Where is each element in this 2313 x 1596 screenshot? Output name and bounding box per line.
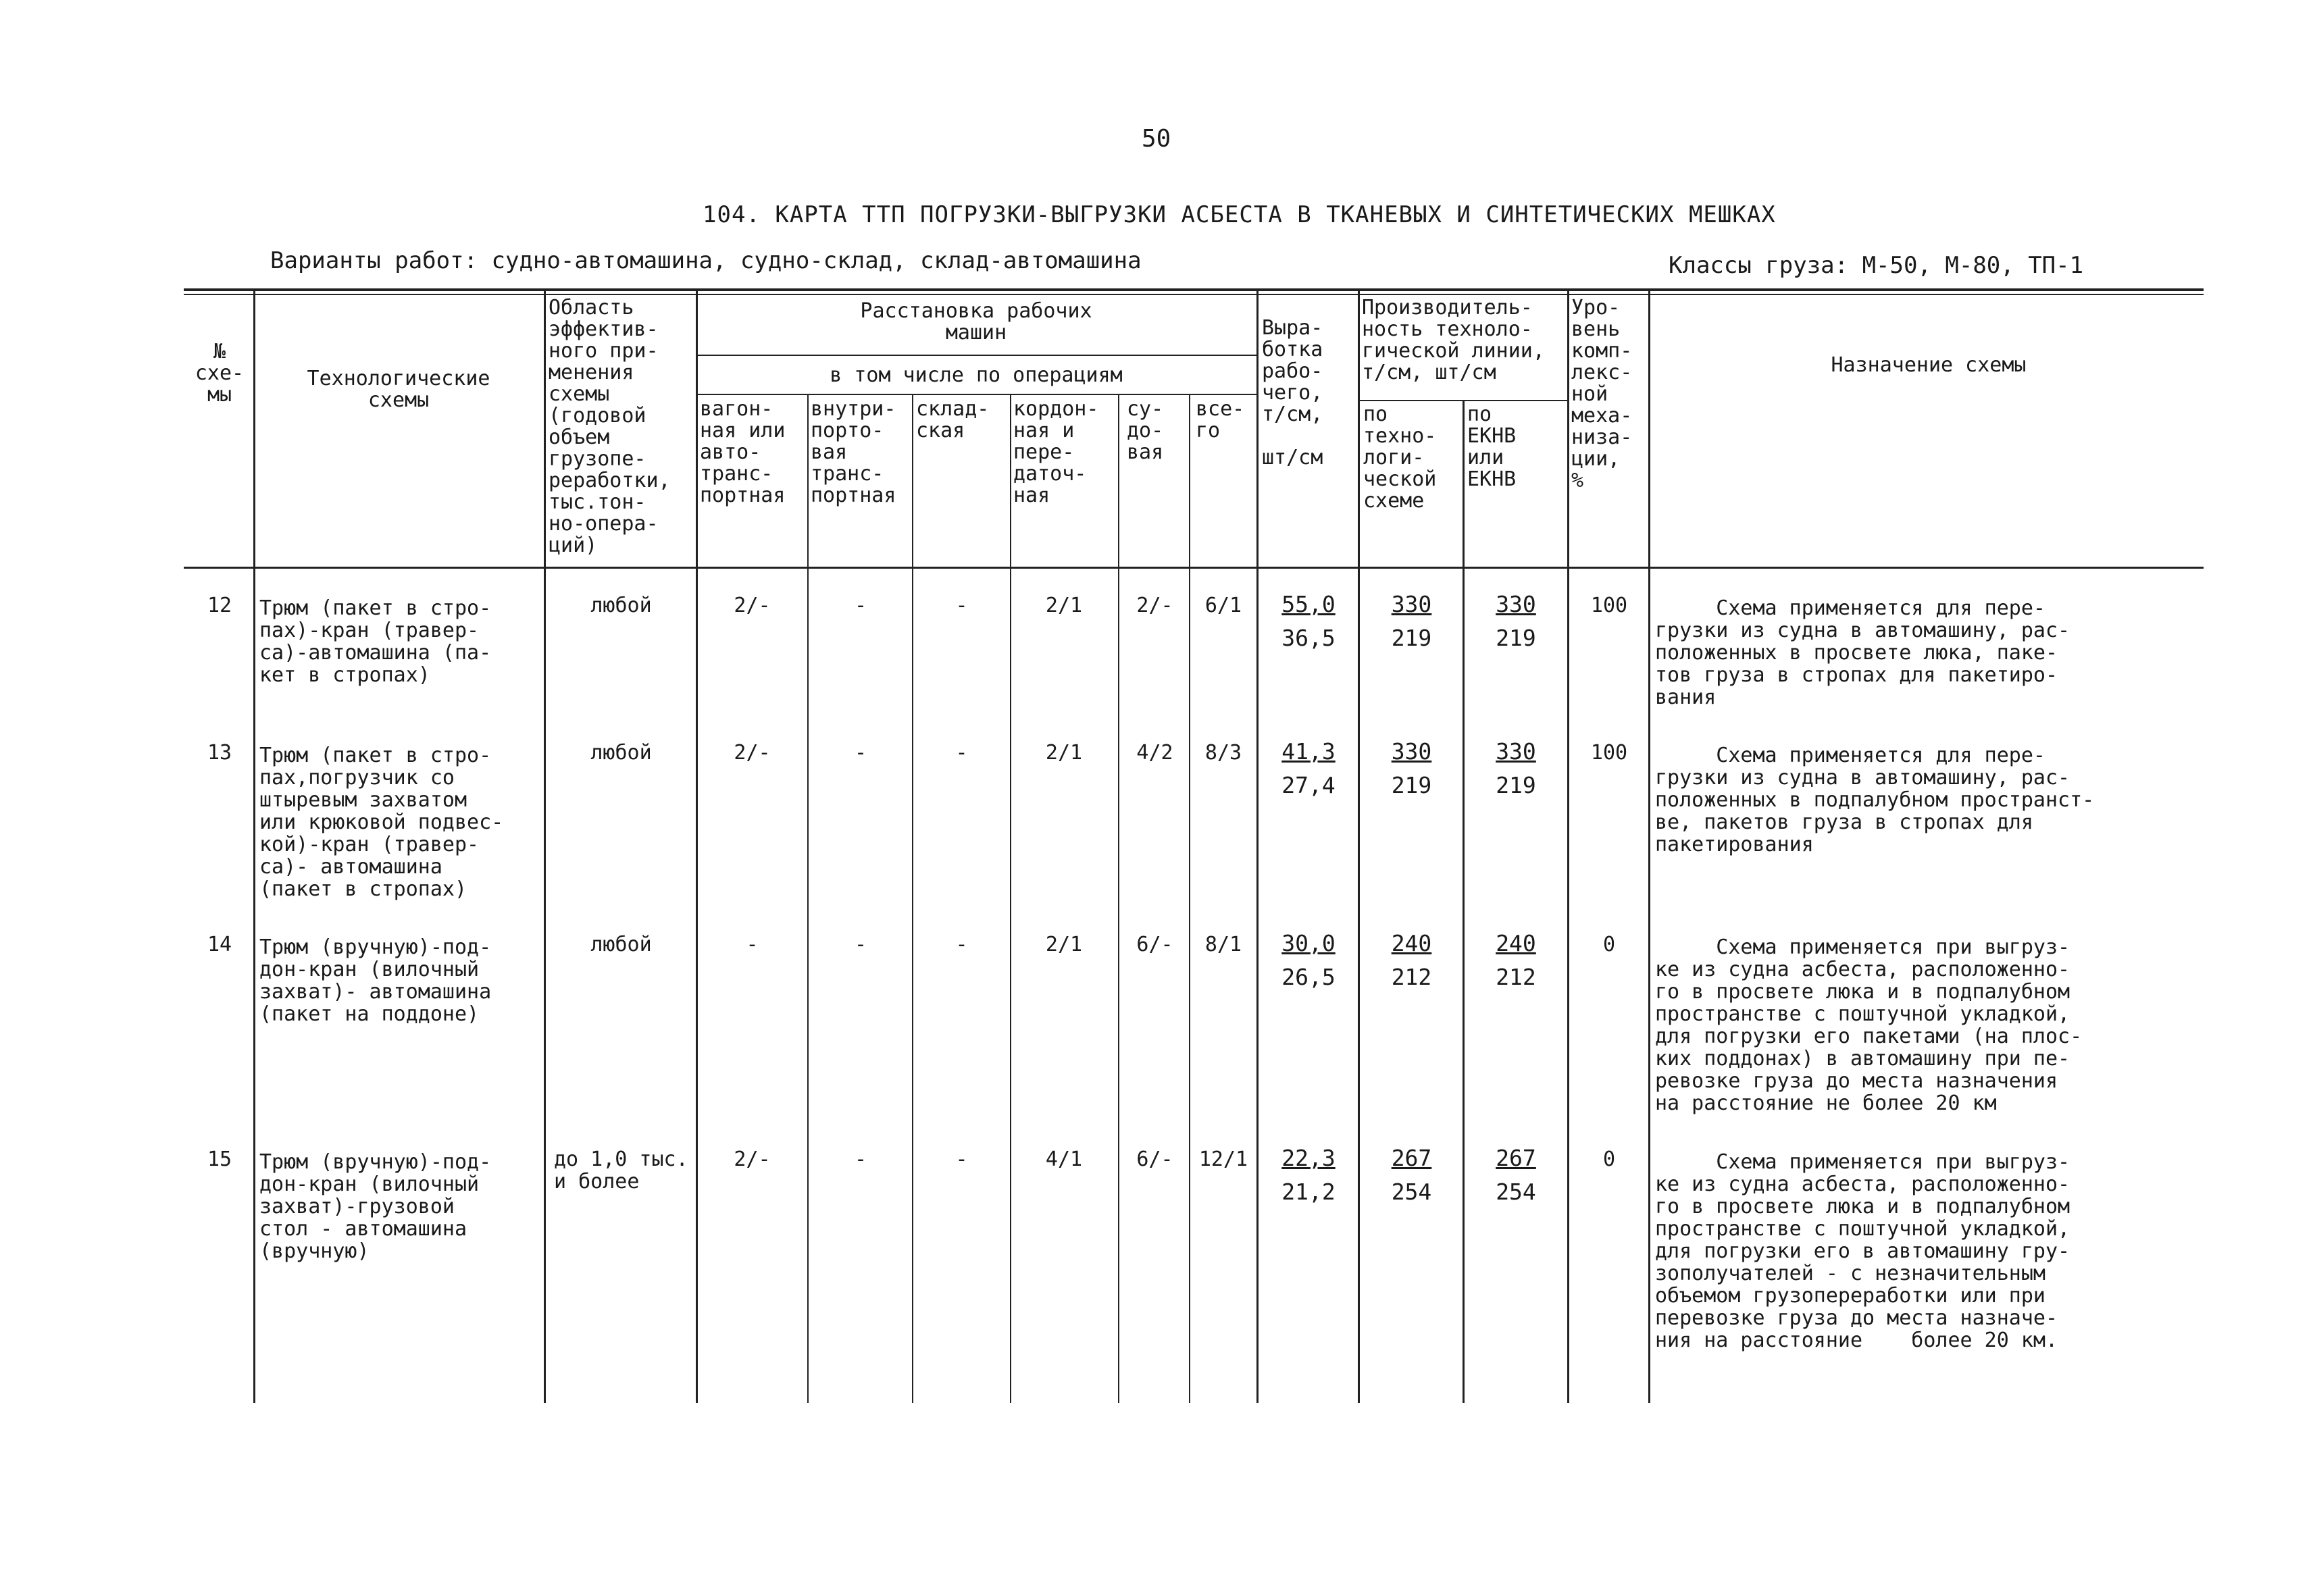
output-pcs-per-shift: 36,5: [1281, 625, 1336, 651]
row-purpose: Схема применяется при выгруз- ке из судна асбеста, расположенно- го в просвете люка и в подпалубном пространстве с поштучной укладкой, для погрузки его пакетами (на плос- ких поддонах) в автомашину при пе- ревозке груза до места назначения на расстояние не более 20 км: [1655, 935, 2083, 1115]
row-op-wagon: -: [746, 933, 759, 956]
prod-scheme-pcs: 219: [1391, 625, 1432, 651]
row-mechanization: 0: [1602, 933, 1616, 956]
row-mechanization: 100: [1590, 741, 1628, 765]
prod-scheme-t: 267: [1391, 1145, 1432, 1171]
row-op-wagon: 2/-: [734, 741, 771, 765]
header-application-area: Область эффектив- ного при- менения схемы (годовой объем грузопе- реработки, тыс.тон- но-опера- ций): [549, 296, 671, 557]
header-worker-output: Выра- ботка рабо- чего, т/см, шт/см: [1262, 316, 1323, 469]
row-prod-by-ekhv: [1466, 1141, 1566, 1209]
row-tech-scheme: Трюм (пакет в стро- пах)-кран (травер- са)-автомашина (па- кет в стропах): [259, 596, 492, 687]
prod-ekhv-t: 267: [1496, 1145, 1536, 1171]
row-op-intraport: -: [854, 741, 867, 765]
row-op-total: 6/1: [1204, 594, 1242, 617]
row-prod-by-scheme: [1362, 1141, 1461, 1209]
row-op-intraport: -: [854, 594, 867, 617]
prod-scheme-pcs: 254: [1391, 1179, 1432, 1205]
header-prod-by-scheme: по техно- логи- ческой схеме: [1363, 403, 1437, 513]
row-area: любой: [590, 741, 652, 765]
row-op-ship: 2/-: [1136, 594, 1173, 617]
prod-ekhv-pcs: 254: [1496, 1179, 1536, 1205]
row-op-ship: 4/2: [1136, 741, 1173, 765]
row-area: любой: [590, 594, 652, 617]
output-pcs-per-shift: 26,5: [1281, 964, 1336, 990]
header-by-operations: в том числе по операциям: [830, 363, 1123, 387]
row-tech-scheme: Трюм (пакет в стро- пах,погрузчик со штыревым захватом или крюковой подвес- кой)-кран (травер- са)- автомашина (пакет в стропах): [259, 744, 504, 901]
row-tech-scheme: Трюм (вручную)-под- дон-кран (вилочный захват)- автомашина (пакет на поддоне): [259, 935, 492, 1026]
row-mechanization: 0: [1602, 1148, 1616, 1171]
row-prod-by-scheme: [1362, 735, 1461, 802]
row-worker-output: [1261, 735, 1356, 802]
row-op-intraport: -: [854, 1148, 867, 1171]
row-purpose: Схема применяется при выгруз- ке из судна асбеста, расположенно- го в просвете люка и в подпалубном пространстве с поштучной укладкой, для погрузки его в автомашину гру- зополучателей - с незначительным объемом грузопереработки или при перевозке груза до места назначе- ния на расстояние более 20 км.: [1655, 1150, 2070, 1352]
prod-ekhv-pcs: 219: [1496, 625, 1536, 651]
row-op-ship: 6/-: [1136, 933, 1173, 956]
header-op-warehouse: склад- ская: [916, 397, 990, 442]
row-op-total: 8/1: [1204, 933, 1242, 956]
prod-ekhv-t: 240: [1496, 930, 1536, 956]
row-area: до 1,0 тыс. и более: [554, 1148, 688, 1193]
header-machine-placement: Расстановка рабочих машин: [860, 299, 1092, 344]
header-mechanization-level: Уро- вень комп- лекс- ной меха- низа- ции, %: [1571, 296, 1633, 492]
row-worker-output: [1261, 927, 1356, 994]
header-scheme-number: № схе- мы: [195, 340, 245, 407]
header-line-productivity: Производитель- ность техноло- гической линии, т/см, шт/см: [1362, 296, 1545, 384]
header-op-wagon: вагон- ная или авто- транс- портная: [700, 397, 786, 507]
output-pcs-per-shift: 21,2: [1281, 1179, 1336, 1205]
prod-ekhv-t: 330: [1496, 738, 1536, 765]
row-op-warehouse: -: [955, 741, 968, 765]
prod-ekhv-t: 330: [1496, 591, 1536, 617]
row-op-wagon: 2/-: [734, 1148, 771, 1171]
row-op-intraport: -: [854, 933, 867, 956]
row-worker-output: [1261, 1141, 1356, 1209]
row-number: 13: [207, 741, 232, 765]
prod-scheme-t: 240: [1391, 930, 1432, 956]
header-op-kordon: кордон- ная и пере- даточ- ная: [1013, 397, 1099, 507]
row-op-kordon: 2/1: [1045, 741, 1083, 765]
header-op-intraport: внутри- порто- вая транс- портная: [811, 397, 896, 507]
work-variants: Варианты работ: судно-автомашина, судно-склад, склад-автомашина: [270, 247, 1142, 274]
header-op-ship: су- до- вая: [1127, 397, 1164, 464]
row-worker-output: [1261, 588, 1356, 655]
row-op-warehouse: -: [955, 1148, 968, 1171]
row-prod-by-scheme: [1362, 927, 1461, 994]
output-t-per-shift: 30,0: [1281, 930, 1336, 956]
row-op-warehouse: -: [955, 933, 968, 956]
row-mechanization: 100: [1590, 594, 1628, 617]
row-purpose: Схема применяется для пере- грузки из судна в автомашину, рас- положенных в подпалубном пространст- ве, пакетов груза в стропах для пакетирования: [1655, 744, 2095, 856]
row-op-wagon: 2/-: [734, 594, 771, 617]
prod-ekhv-pcs: 219: [1496, 772, 1536, 798]
row-op-total: 8/3: [1204, 741, 1242, 765]
cargo-classes: Классы груза: М-50, М-80, ТП-1: [1669, 252, 2084, 279]
prod-scheme-t: 330: [1391, 591, 1432, 617]
row-purpose: Схема применяется для пере- грузки из судна в автомашину, рас- положенных в просвете люка, паке- тов груза в стропах для пакетиро- вания: [1655, 596, 2070, 709]
prod-scheme-pcs: 219: [1391, 772, 1432, 798]
page-title: 104. КАРТА ТТП ПОГРУЗКИ-ВЫГРУЗКИ АСБЕСТА В ТКАНЕВЫХ И СИНТЕТИЧЕСКИХ МЕШКАХ: [703, 201, 1776, 228]
row-number: 12: [207, 594, 232, 617]
row-op-warehouse: -: [955, 594, 968, 617]
row-tech-scheme: Трюм (вручную)-под- дон-кран (вилочный захват)-грузовой стол - автомашина (вручную): [259, 1150, 492, 1263]
header-prod-by-ekhv: по ЕКНВ или ЕКНВ: [1467, 403, 1517, 491]
row-prod-by-ekhv: [1466, 735, 1566, 802]
row-number: 15: [207, 1148, 232, 1171]
output-t-per-shift: 22,3: [1281, 1145, 1336, 1171]
row-prod-by-ekhv: [1466, 588, 1566, 655]
row-prod-by-scheme: [1362, 588, 1461, 655]
row-op-ship: 6/-: [1136, 1148, 1173, 1171]
output-t-per-shift: 41,3: [1281, 738, 1336, 765]
output-t-per-shift: 55,0: [1281, 591, 1336, 617]
row-op-total: 12/1: [1198, 1148, 1248, 1171]
page-number: 50: [1142, 125, 1171, 153]
row-prod-by-ekhv: [1466, 927, 1566, 994]
header-tech-schemes: Технологические схемы: [307, 367, 490, 412]
prod-scheme-t: 330: [1391, 738, 1432, 765]
header-scheme-purpose: Назначение схемы: [1831, 353, 2027, 377]
prod-scheme-pcs: 212: [1391, 964, 1432, 990]
header-op-total: все- го: [1196, 397, 1245, 442]
row-op-kordon: 4/1: [1045, 1148, 1083, 1171]
row-area: любой: [590, 933, 652, 956]
row-op-kordon: 2/1: [1045, 594, 1083, 617]
row-number: 14: [207, 933, 232, 956]
output-pcs-per-shift: 27,4: [1281, 772, 1336, 798]
prod-ekhv-pcs: 212: [1496, 964, 1536, 990]
row-op-kordon: 2/1: [1045, 933, 1083, 956]
